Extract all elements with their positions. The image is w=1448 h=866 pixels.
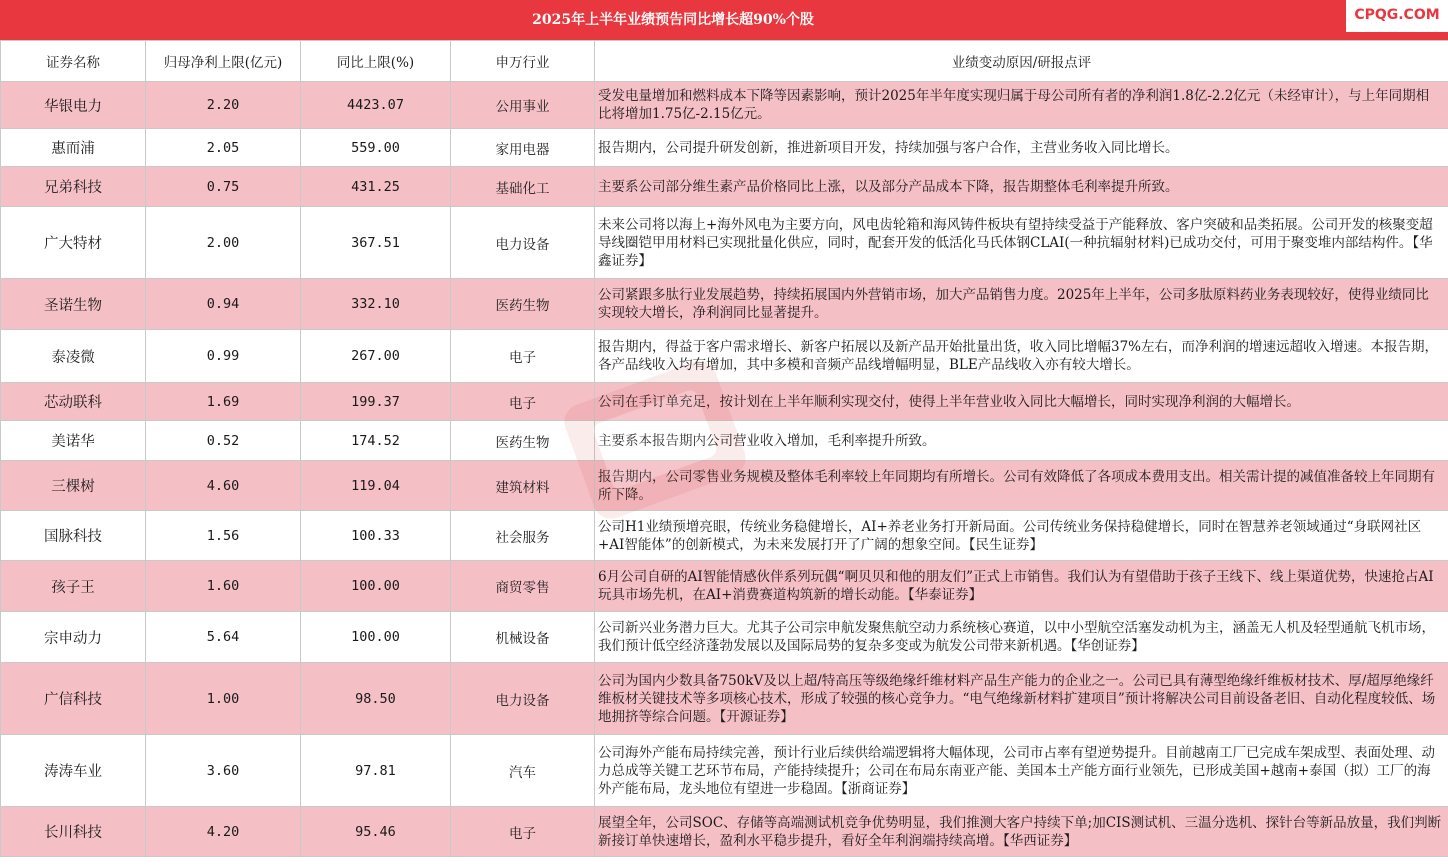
security-name: 广信科技 — [1, 663, 146, 735]
yoy-value: 98.50 — [301, 663, 451, 735]
yoy-value: 174.52 — [301, 421, 451, 461]
reason-text: 公司紧跟多肽行业发展趋势，持续拓展国内外营销市场，加大产品销售力度。2025年上半年，公司多肽原料药业务表现较好，使得业绩同比实现较大增长，净利润同比显著提升。 — [595, 279, 1448, 330]
yoy-value: 199.37 — [301, 383, 451, 421]
industry: 公用事业 — [451, 82, 595, 129]
table-row — [1, 612, 1448, 663]
header-row — [1, 41, 1448, 82]
industry: 机械设备 — [451, 612, 595, 663]
industry: 电子 — [451, 807, 595, 857]
table-row — [1, 461, 1448, 511]
table-row — [1, 279, 1448, 330]
table-row — [1, 421, 1448, 461]
industry: 医药生物 — [451, 279, 595, 330]
reason-text: 报告期内，公司提升研发创新，推进新项目开发，持续加强与客户合作，主营业务收入同比增长。 — [595, 129, 1448, 167]
table-row — [1, 561, 1448, 612]
reason-text: 展望全年，公司SOC、存储等高端测试机竞争优势明显，我们推测大客户持续下单;加CIS测试机、三温分选机、探针台等新品放量，我们判断新接订单快速增长，盈利水平稳步提升，看好全年利润端持续高增。【华西证券】 — [595, 807, 1448, 857]
reason-text: 6月公司自研的AI智能情感伙伴系列玩偶“啊贝贝和他的朋友们”正式上市销售。我们认为有望借助于孩子王线下、线上渠道优势，快速抢占AI玩具市场先机，在AI+消费赛道构筑新的增长动能。【华泰证券】 — [595, 561, 1448, 612]
yoy-value: 97.81 — [301, 735, 451, 807]
industry: 电子 — [451, 330, 595, 383]
yoy-value: 4423.07 — [301, 82, 451, 129]
reason-text: 未来公司将以海上+海外风电为主要方向，风电齿轮箱和海风铸件板块有望持续受益于产能释放、客户突破和品类拓展。公司开发的核聚变超导线圈铠甲用材料已实现批量化供应，同时，配套开发的低活化马氏体钢CLAI(一种抗辐射材料)已成功交付，可用于聚变堆内部结构件。【华鑫证券】 — [595, 207, 1448, 279]
table-row — [1, 167, 1448, 207]
security-name: 三棵树 — [1, 461, 146, 511]
table-row — [1, 511, 1448, 561]
reason-text: 主要系本报告期内公司营业收入增加，毛利率提升所致。 — [595, 421, 1448, 461]
net-profit-value: 1.69 — [146, 383, 301, 421]
yoy-value: 431.25 — [301, 167, 451, 207]
net-profit-value: 2.00 — [146, 207, 301, 279]
security-name: 惠而浦 — [1, 129, 146, 167]
yoy-value: 95.46 — [301, 807, 451, 857]
security-name: 孩子王 — [1, 561, 146, 612]
net-profit-value: 0.99 — [146, 330, 301, 383]
industry: 基础化工 — [451, 167, 595, 207]
brand-logo[interactable]: CPQG.COM — [1346, 0, 1448, 32]
table-row — [1, 207, 1448, 279]
earnings-table — [0, 40, 1448, 857]
industry: 电力设备 — [451, 207, 595, 279]
security-name: 国脉科技 — [1, 511, 146, 561]
industry: 商贸零售 — [451, 561, 595, 612]
header-reason: 业绩变动原因/研报点评 — [595, 41, 1448, 82]
security-name: 长川科技 — [1, 807, 146, 857]
net-profit-value: 3.60 — [146, 735, 301, 807]
security-name: 芯动联科 — [1, 383, 146, 421]
yoy-value: 119.04 — [301, 461, 451, 511]
table-row — [1, 330, 1448, 383]
net-profit-value: 0.75 — [146, 167, 301, 207]
reason-text: 公司H1业绩预增亮眼，传统业务稳健增长，AI+养老业务打开新局面。公司传统业务保持稳健增长，同时在智慧养老领域通过“身联网社区+AI智能体”的创新模式，为未来发展打开了广阔的想象空间。【民生证券】 — [595, 511, 1448, 561]
industry: 电子 — [451, 383, 595, 421]
security-name: 圣诺生物 — [1, 279, 146, 330]
industry: 汽车 — [451, 735, 595, 807]
industry: 医药生物 — [451, 421, 595, 461]
net-profit-value: 1.00 — [146, 663, 301, 735]
net-profit-value: 4.20 — [146, 807, 301, 857]
reason-text: 公司海外产能布局持续完善，预计行业后续供给端逻辑将大幅体现，公司市占率有望逆势提升。目前越南工厂已完成车架成型、表面处理、动力总成等关键工艺环节布局，产能持续提升；公司在布局东南亚产能、美国本土产能方面行业领先，已形成美国+越南+泰国（拟）工厂的海外产能布局，龙头地位有望进一步稳固。【浙商证券】 — [595, 735, 1448, 807]
industry: 建筑材料 — [451, 461, 595, 511]
security-name: 广大特材 — [1, 207, 146, 279]
industry: 社会服务 — [451, 511, 595, 561]
table-row — [1, 129, 1448, 167]
header-security-name: 证券名称 — [1, 41, 146, 82]
reason-text: 公司在手订单充足，按计划在上半年顺利实现交付，使得上半年营业收入同比大幅增长，同时实现净利润的大幅增长。 — [595, 383, 1448, 421]
reason-text: 受发电量增加和燃料成本下降等因素影响，预计2025年半年度实现归属于母公司所有者的净利润1.8亿-2.2亿元（未经审计），与上年同期相比将增加1.75亿-2.15亿元。 — [595, 82, 1448, 129]
net-profit-value: 5.64 — [146, 612, 301, 663]
reason-text: 公司为国内少数具备750kV及以上超/特高压等级绝缘纤维材料产品生产能力的企业之一。公司已具有薄型绝缘纤维板材技术、厚/超厚绝缘纤维板材关键技术等多项核心技术，形成了较强的核心竞争力。“电气绝缘新材料扩建项目”预计将解决公司目前设备老旧、自动化程度较低、场地拥挤等综合问题。【开源证券】 — [595, 663, 1448, 735]
net-profit-value: 0.52 — [146, 421, 301, 461]
table-row — [1, 82, 1448, 129]
yoy-value: 559.00 — [301, 129, 451, 167]
security-name: 泰凌微 — [1, 330, 146, 383]
net-profit-value: 2.20 — [146, 82, 301, 129]
yoy-value: 332.10 — [301, 279, 451, 330]
header-net-profit-upper: 归母净利上限(亿元) — [146, 41, 301, 82]
security-name: 宗申动力 — [1, 612, 146, 663]
table-row — [1, 735, 1448, 807]
security-name: 兄弟科技 — [1, 167, 146, 207]
reason-text: 主要系公司部分维生素产品价格同比上涨，以及部分产品成本下降，报告期整体毛利率提升所致。 — [595, 167, 1448, 207]
reason-text: 报告期内，公司零售业务规模及整体毛利率较上年同期均有所增长。公司有效降低了各项成本费用支出。相关需计提的减值准备较上年同期有所下降。 — [595, 461, 1448, 511]
net-profit-value: 1.56 — [146, 511, 301, 561]
table-row — [1, 807, 1448, 857]
title-bar — [0, 0, 1448, 40]
net-profit-value: 1.60 — [146, 561, 301, 612]
yoy-value: 100.33 — [301, 511, 451, 561]
header-industry: 申万行业 — [451, 41, 595, 82]
net-profit-value: 4.60 — [146, 461, 301, 511]
yoy-value: 367.51 — [301, 207, 451, 279]
reason-text: 公司新兴业务潜力巨大。尤其子公司宗申航发聚焦航空动力系统核心赛道，以中小型航空活塞发动机为主，涵盖无人机及轻型通航飞机市场，我们预计低空经济蓬勃发展以及国际局势的复杂多变或为航发公司带来新机遇。【华创证券】 — [595, 612, 1448, 663]
yoy-value: 100.00 — [301, 612, 451, 663]
yoy-value: 100.00 — [301, 561, 451, 612]
security-name: 华银电力 — [1, 82, 146, 129]
table-row — [1, 383, 1448, 421]
industry: 电力设备 — [451, 663, 595, 735]
security-name: 涛涛车业 — [1, 735, 146, 807]
table-title: 2025年上半年业绩预告同比增长超90%个股 — [532, 12, 814, 28]
net-profit-value: 0.94 — [146, 279, 301, 330]
yoy-value: 267.00 — [301, 330, 451, 383]
security-name: 美诺华 — [1, 421, 146, 461]
net-profit-value: 2.05 — [146, 129, 301, 167]
table-row — [1, 663, 1448, 735]
industry: 家用电器 — [451, 129, 595, 167]
reason-text: 报告期内，得益于客户需求增长、新客户拓展以及新产品开始批量出货，收入同比增幅37%左右，而净利润的增速远超收入增速。本报告期，各产品线收入均有增加，其中多模和音频产品线增幅明显，BLE产品线收入亦有较大增长。 — [595, 330, 1448, 383]
header-yoy-upper: 同比上限(%) — [301, 41, 451, 82]
